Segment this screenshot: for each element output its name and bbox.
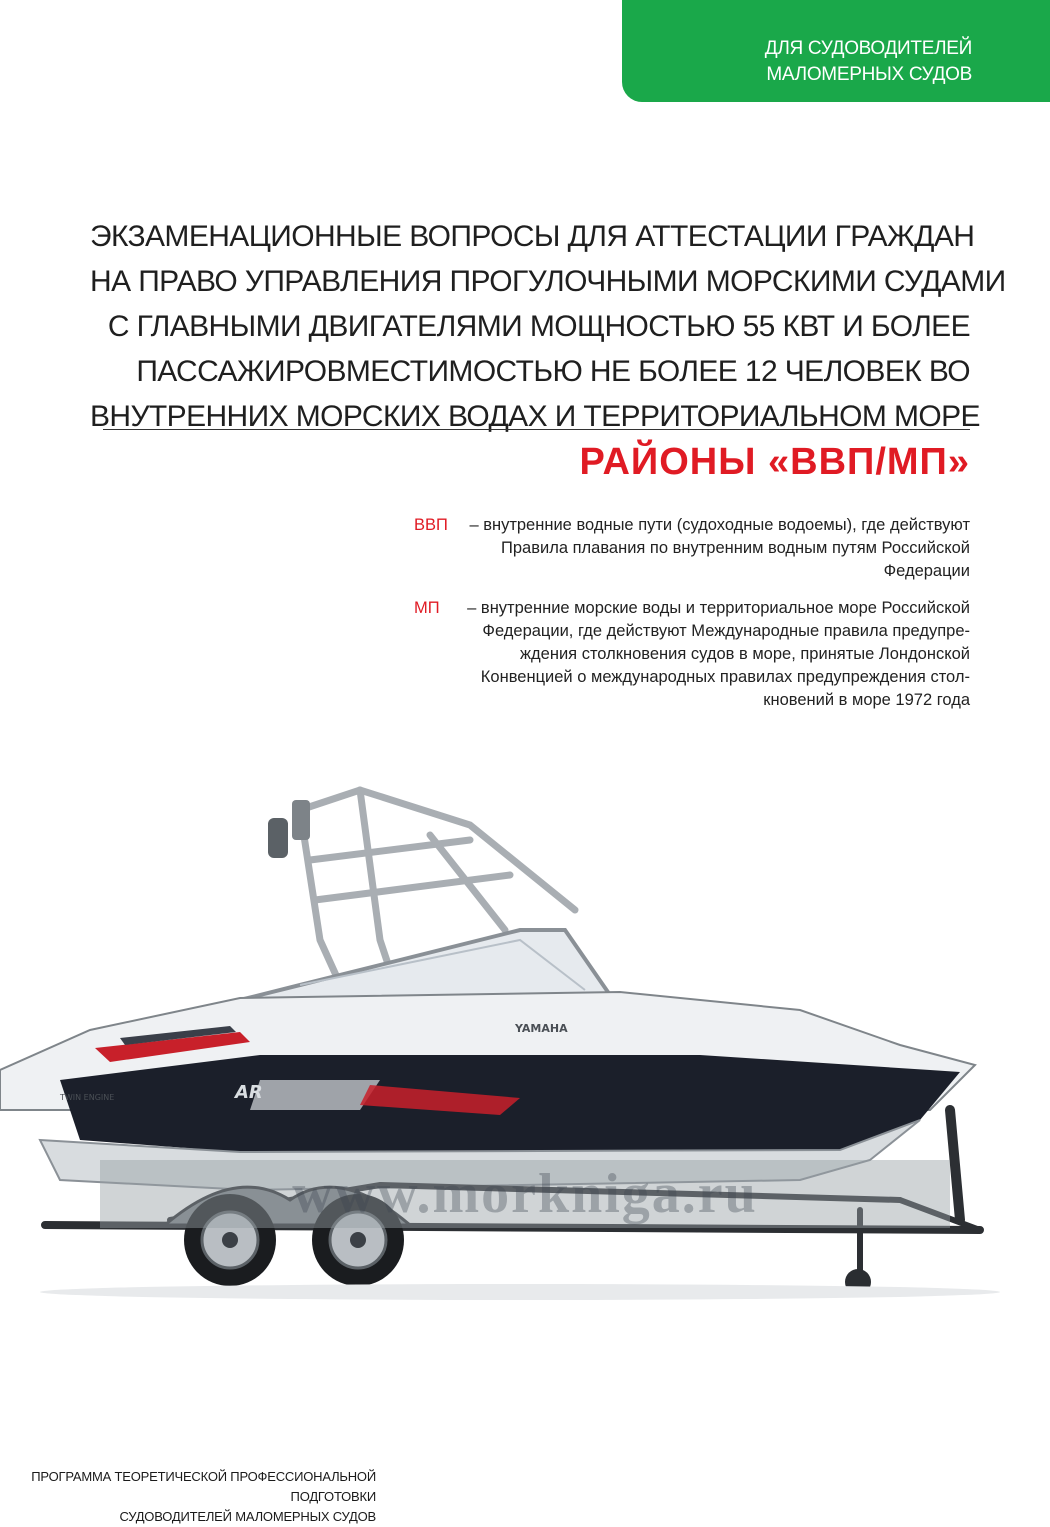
audience-tab [622,0,1050,102]
definition-vvp [414,514,970,583]
definition-line: Правила плавания по внутренним водным путям Российской [501,539,970,557]
title-line-4: ПАССАЖИРОВМЕСТИМОСТЬЮ НЕ БОЛЕЕ 12 ЧЕЛОВЕК ВО [136,355,970,388]
definition-line: Федерации [883,562,970,580]
boat-brand-text: YAMAHA [515,1022,568,1035]
definition-text [454,514,970,583]
definition-line: кновений в море 1972 года [763,691,970,709]
page-title [90,214,1006,439]
definition-term: МП [414,599,440,617]
title-divider [103,429,970,430]
definitions-list [414,514,970,726]
title-line-3: С ГЛАВНЫМИ ДВИГАТЕЛЯМИ МОЩНОСТЬЮ 55 КВТ И БОЛЕЕ [107,310,970,343]
definition-mp [414,597,970,712]
zone-heading: РАЙОНЫ «ВВП/МП» [579,441,970,483]
title-line-5: ВНУТРЕННИХ МОРСКИХ ВОДАХ И ТЕРРИТОРИАЛЬНОМ МОРЕ [90,400,980,433]
definition-text [446,597,970,712]
footer-line-1: ПРОГРАММА ТЕОРЕТИЧЕСКОЙ ПРОФЕССИОНАЛЬНОЙ ПОДГОТОВКИ [31,1469,376,1504]
audience-tab-line-2: МАЛОМЕРНЫХ СУДОВ [766,64,972,85]
definition-line: ждения столкновения судов в море, принятые Лондонской [520,645,970,663]
watermark: www.morkniga.ru [100,1160,950,1228]
footer [14,1467,376,1527]
definition-line: – внутренние морские воды и территориальное море Российской [467,599,970,617]
title-line-2: НА ПРАВО УПРАВЛЕНИЯ ПРОГУЛОЧНЫМИ МОРСКИМИ СУДАМИ [90,265,1006,298]
definition-term: ВВП [414,516,448,534]
definition-line: Конвенцией о международных правилах предупреждения стол- [480,668,970,686]
definition-line: Федерации, где действуют Международные правила предупре- [482,622,970,640]
boat-windshield [240,930,610,1000]
title-line-1: ЭКЗАМЕНАЦИОННЫЕ ВОПРОСЫ ДЛЯ АТТЕСТАЦИИ ГРАЖДАН [90,220,975,253]
audience-tab-line-1: ДЛЯ СУДОВОДИТЕЛЕЙ [764,38,972,59]
boat-model-text: AR [235,1082,263,1103]
definition-line: – внутренние водные пути (судоходные водоемы), где действуют [469,516,970,534]
footer-line-2: СУДОВОДИТЕЛЕЙ МАЛОМЕРНЫХ СУДОВ [119,1509,376,1524]
boat-side-text: TWIN ENGINE [60,1093,115,1102]
